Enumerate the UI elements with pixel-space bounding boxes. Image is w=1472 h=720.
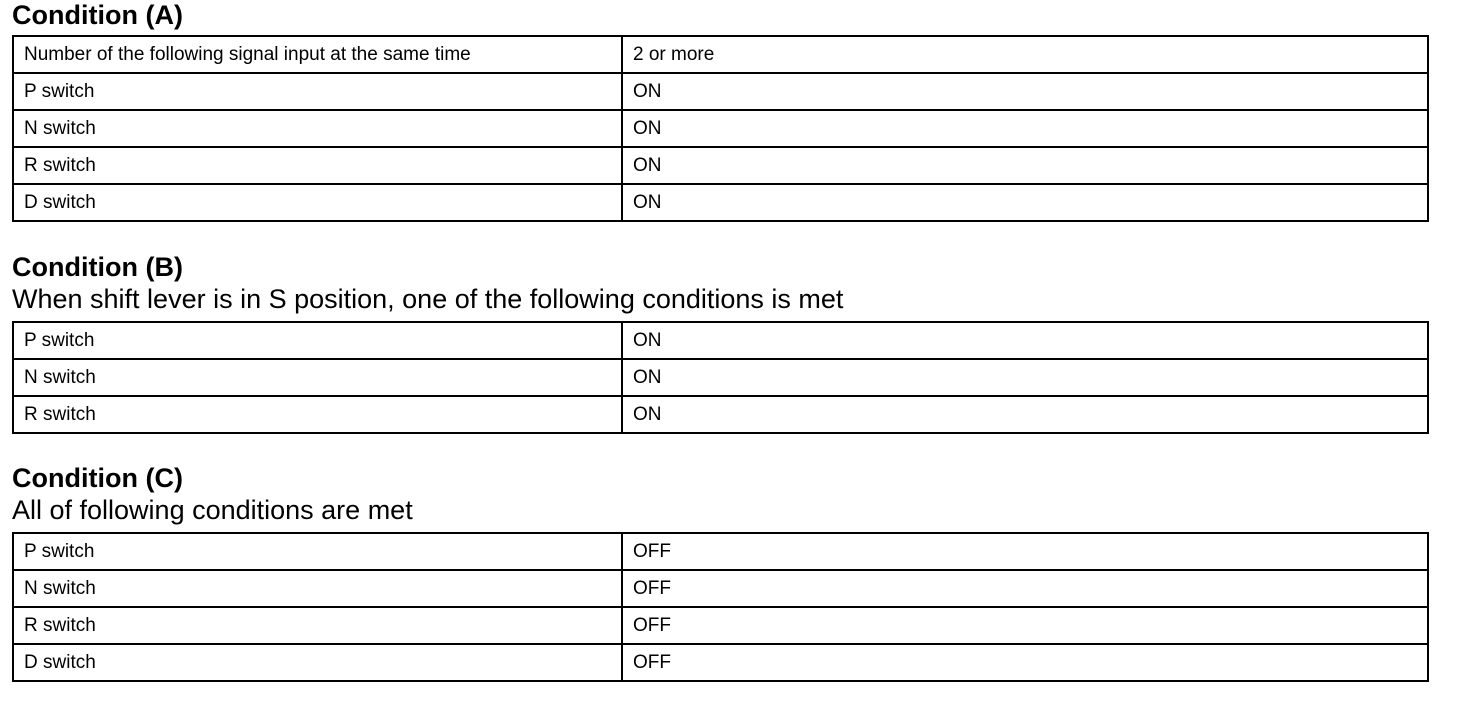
row-label: D switch (13, 644, 622, 681)
condition-b-subtitle: When shift lever is in S position, one of the following conditions is met (12, 284, 844, 314)
row-label: N switch (13, 359, 622, 396)
row-value: ON (622, 110, 1428, 147)
row-value: OFF (622, 570, 1428, 607)
condition-c-section (12, 463, 1429, 682)
row-value: ON (622, 73, 1428, 110)
row-value: ON (622, 147, 1428, 184)
table-row (13, 644, 1428, 681)
table-row (13, 396, 1428, 433)
row-label: R switch (13, 396, 622, 433)
row-value: ON (622, 322, 1428, 359)
row-label: D switch (13, 184, 622, 221)
table-row (13, 110, 1428, 147)
row-label: R switch (13, 607, 622, 644)
row-value: OFF (622, 533, 1428, 570)
table-row (13, 570, 1428, 607)
condition-a-table (12, 35, 1429, 222)
table-row (13, 147, 1428, 184)
row-label: N switch (13, 110, 622, 147)
condition-b-section (12, 252, 1429, 434)
table-row (13, 184, 1428, 221)
row-label: Number of the following signal input at the same time (13, 36, 622, 73)
row-label: R switch (13, 147, 622, 184)
table-row (13, 36, 1428, 73)
row-value: OFF (622, 607, 1428, 644)
table-row (13, 533, 1428, 570)
condition-c-subtitle: All of following conditions are met (12, 495, 413, 525)
row-value: ON (622, 396, 1428, 433)
row-value: ON (622, 359, 1428, 396)
row-label: P switch (13, 73, 622, 110)
condition-c-title: Condition (C) (12, 463, 183, 493)
condition-c-table (12, 532, 1429, 682)
row-label: P switch (13, 322, 622, 359)
condition-b-title: Condition (B) (12, 252, 183, 282)
table-row (13, 359, 1428, 396)
row-label: N switch (13, 570, 622, 607)
row-value: OFF (622, 644, 1428, 681)
condition-a-title: Condition (A) (12, 0, 183, 30)
row-value: ON (622, 184, 1428, 221)
table-row (13, 73, 1428, 110)
table-row (13, 322, 1428, 359)
row-label: P switch (13, 533, 622, 570)
condition-a-section (12, 0, 1429, 222)
table-row (13, 607, 1428, 644)
condition-b-table (12, 321, 1429, 434)
row-value: 2 or more (622, 36, 1428, 73)
